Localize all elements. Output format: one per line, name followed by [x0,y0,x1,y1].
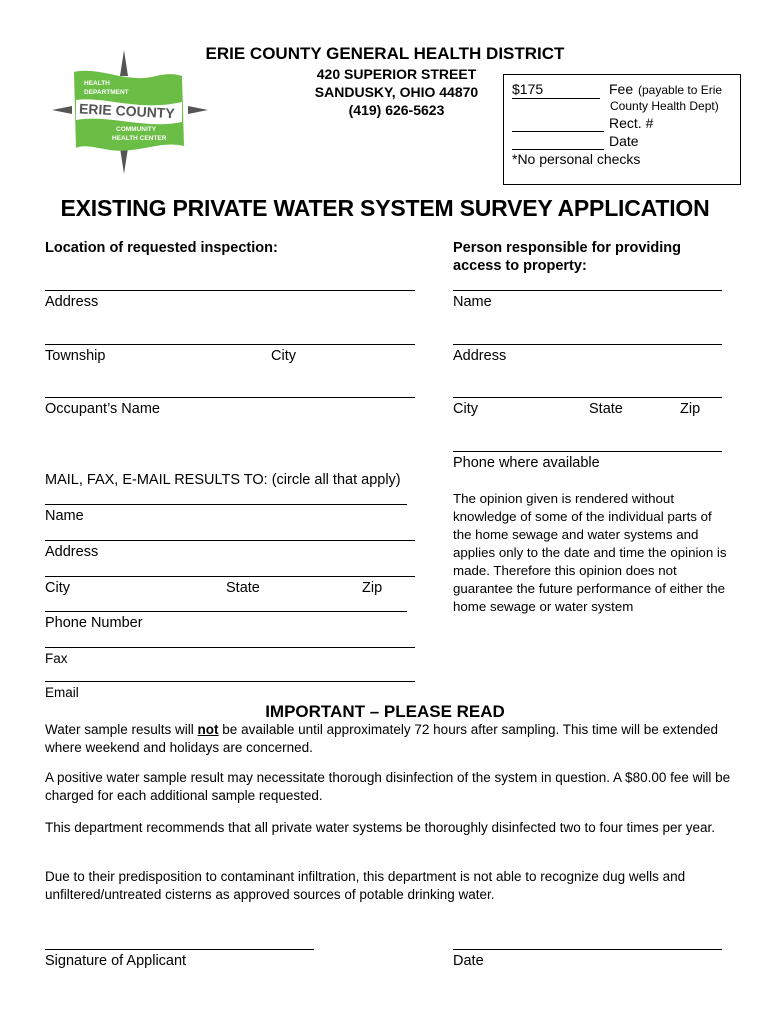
township-label: Township [45,348,106,364]
mail-name-label: Name [45,508,84,524]
mail-email-field[interactable] [45,681,415,682]
location-address-field[interactable] [45,290,415,291]
mail-city-label: City [45,580,70,596]
logo-text-health: HEALTH [84,80,110,87]
mail-address-label: Address [45,544,99,560]
important-paragraph-1 [45,721,735,757]
mail-city-state-zip-field[interactable] [45,576,415,577]
form-title: EXISTING PRIVATE WATER SYSTEM SURVEY APPLICATION [60,195,710,221]
opinion-disclaimer: The opinion given is rendered without knowledge of some of the individual parts of the home sewage and water systems and applies only to the date and time the opinion is made. Therefore this opinion does not guarantee the future performance of either the home sewage or water system [453,491,727,614]
important-paragraph-2: A positive water sample result may necessitate thorough disinfection of the system in question. A $80.00 fee will be charged for each additional sample requested. [45,770,731,803]
occupant-name-field[interactable] [45,397,415,398]
mail-address-field[interactable] [45,540,415,541]
mail-phone-label: Phone Number [45,615,143,631]
fee-note-line1: (payable to Erie [638,83,723,97]
mail-email-label: Email [45,685,79,700]
important-p1-start: Water sample results will [45,722,198,737]
important-paragraph-3: This department recommends that all private water systems be thoroughly disinfected two to four times per year. [45,820,716,835]
receipt-number-label: Rect. # [609,115,654,131]
mail-name-field[interactable] [45,504,407,505]
mail-fax-field[interactable] [45,647,415,648]
location-heading: Location of requested inspection: [45,240,278,256]
responsible-address-label: Address [453,348,507,364]
responsible-person-heading-line1: Person responsible for providing [453,240,682,256]
fee-box [503,74,741,185]
important-p1-end: be available until approximately 72 hours after sampling. This time will be extended where weekend and holidays are concerned. [45,722,719,755]
responsible-name-field[interactable] [453,290,722,291]
important-p1-emphasis: not [197,722,219,737]
location-address-label: Address [45,294,99,310]
mail-state-label: State [226,580,260,596]
responsible-phone-label: Phone where available [453,455,600,471]
city-state-zip: SANDUSKY, OHIO 44870 [314,84,479,100]
responsible-name-label: Name [453,294,492,310]
township-city-field[interactable] [45,344,415,345]
responsible-city-label: City [453,401,478,417]
organization-name: ERIE COUNTY GENERAL HEALTH DISTRICT [205,44,565,63]
occupant-name-label: Occupant’s Name [45,401,160,417]
compass-logo-icon [50,48,210,176]
signature-date-field[interactable] [453,949,722,950]
logo-text-community: COMMUNITY [116,126,157,133]
responsible-city-state-zip-field[interactable] [453,397,722,398]
street-address: 420 SUPERIOR STREET [316,66,477,82]
phone-number: (419) 626-5623 [348,102,445,118]
logo-text-department: DEPARTMENT [84,89,129,96]
mail-zip-label: Zip [362,580,383,596]
fee-note-line2: County Health Dept) [610,99,719,113]
location-city-label: City [271,348,296,364]
mail-phone-field[interactable] [45,611,407,612]
important-paragraph-4: Due to their predisposition to contaminant infiltration, this department is not able to recognize dug wells and unfiltered/untreated cisterns as approved sources of potable drinking water. [45,869,686,902]
mail-fax-label: Fax [45,651,68,666]
responsible-phone-field[interactable] [453,451,722,452]
signature-date-label: Date [453,953,484,969]
fee-amount: $175 [512,81,544,97]
health-department-logo [50,48,210,176]
no-personal-checks-note: *No personal checks [512,151,641,167]
logo-text-erie-county: ERIE COUNTY [78,100,176,122]
applicant-signature-field[interactable] [45,949,314,950]
responsible-state-label: State [589,401,623,417]
responsible-address-field[interactable] [453,344,722,345]
mail-results-heading: MAIL, FAX, E-MAIL RESULTS TO: (circle all that apply) [45,472,401,488]
important-heading: IMPORTANT – PLEASE READ [265,702,505,721]
responsible-zip-label: Zip [680,401,701,417]
fee-date-label: Date [609,133,639,149]
responsible-person-heading-line2: access to property: [453,258,587,274]
applicant-signature-label: Signature of Applicant [45,953,187,969]
fee-label: Fee [609,81,634,97]
logo-text-health-center: HEALTH CENTER [112,135,167,142]
